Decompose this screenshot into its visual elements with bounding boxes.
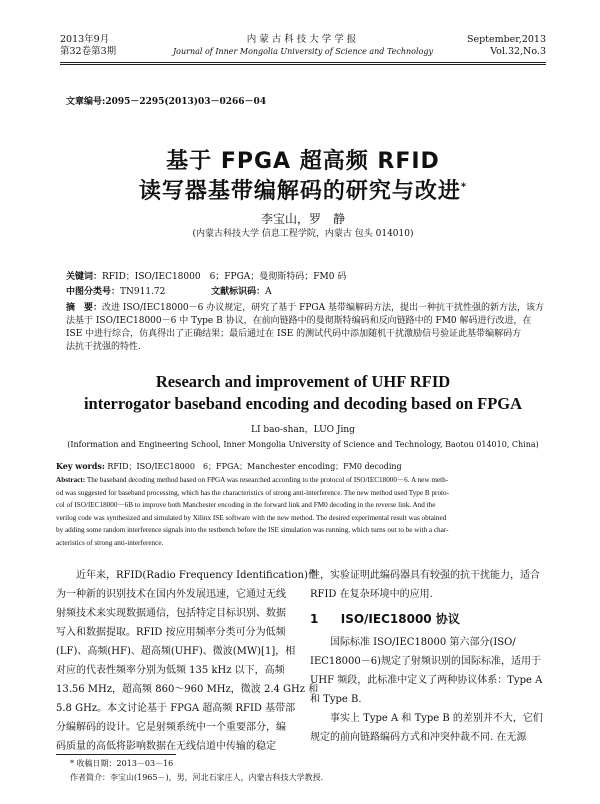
doc-code-label: 文献标识码： [211,287,266,297]
keywords-cn [66,271,546,284]
clc-value: TN911.72 [120,287,166,297]
doc-code-value: A [265,287,272,297]
footnote-mark: * [70,759,74,768]
body-line: 写入和数据提取。RFID 按应用频率分类可分为低频 [56,627,286,638]
body-left-column [56,566,319,756]
body-line: 和 Type B. [310,694,362,705]
abstract-cn-line: ISE 中进行综合，仿真得出了正确结果；最后通过在 ISE 的测试代码中添加随机干扰激励信号验证此基带编解码方 [66,329,522,339]
section-heading [310,610,546,629]
footnote-received [70,758,173,771]
authors-en: LI bao-shan，LUO Jing [251,425,355,435]
article-number: 文章编号:2095－2295(2013)03－0266－04 [66,97,267,107]
body-line: 射频技术来实现数据通信，包括特定目标识别、数据 [56,608,286,619]
body-line: 事实上 Type A 和 Type B 的差别并不大，它们 [330,713,543,724]
affiliation-cn: (内蒙古科技大学 信息工程学院，内蒙古 包头 014010) [192,229,414,239]
body-line: (LF)、高频(HF)、超高频(UHF)、微波(MW)[1]，相 [56,646,296,657]
body-line: 码质量的高低将影响数据在无线信道中传输的稳定 [56,741,276,752]
header-journal-cn: 内蒙古科技大学学报 [246,34,360,45]
keywords-en-text: RFID；ISO/IEC18000 6；FPGA；Manchester encoding；FM0 decoding [107,462,402,471]
affiliation-en: (Information and Engineering School, Inner Mongolia University of Science and Technology, Baotou 014010, China) [67,440,539,449]
body-line: 近年来，RFID(Radio Frequency Identification)作 [76,570,318,581]
body-line: 5.8 GHz。本文讨论基于 FPGA 超高频 RFID 基带部 [56,703,296,714]
title-en-line2: interrogator baseband encoding and decoding based on FPGA [83,394,523,413]
keywords-cn-text: RFID；ISO/IEC18000 6；FPGA；曼彻斯特码；FM0 码 [102,272,347,282]
section-title: ISO/IEC18000 协议 [340,612,460,626]
body-line: 规定的前向链路编码方式和冲突仲裁不同. 在无源 [310,732,527,743]
authors-cn: 李宝山，罗 静 [260,212,345,226]
abstract-en-label: Abstract: [56,476,86,484]
body-line: 为一种新的识别技术在国内外发展迅速，它通过无线 [56,589,286,600]
section-number: 1 [310,612,319,626]
clc-label: 中图分类号： [66,287,121,297]
abstract-en-line: verilog code was synthesized and simulated by Xilinx ISE software with the new method. The desired experimental result was obtained [56,513,447,522]
header-rule-1 [60,62,546,63]
abstract-cn-line: 改进 ISO/IEC18000－6 办议规定，研究了基于 FPGA 基带编解码方法，提出一种抗干扰性强的新方法，该方 [102,303,544,313]
header-volume-en: Vol.32,No.3 [490,46,546,57]
abstract-cn-line: 法基于 ISO/IEC18000－6 中 Type B 协议，在前向链路中的曼彻斯特编码和反向链路中的 FM0 解码进行改进，在 [66,316,532,326]
abstract-en-line: acteristics of strong anti-interference. [56,538,164,547]
body-line: IEC18000－6)规定了射频识别的国际标准，适用于 [310,656,541,667]
title-en-line1: Research and improvement of UHF RFID [155,372,451,391]
body-line: RFID 在复杂环境中的应用. [310,589,433,600]
body-line: 分编解码的设计。它是射频系统中一个重要部分，编 [56,722,286,733]
footnote-author: 作者简介：李宝山(1965－)，男，河北石家庄人，内蒙古科技大学教授. [70,773,324,782]
title-cn-line2-text: 读写器基带编解码的研究与改进 [138,179,461,204]
footnote-received-text: 收稿日期：2013－03－16 [76,759,174,768]
abstract-en-line: od was suggested for baseband processing, which has the characteristics of strong anti-interference. The new method used Type B proto- [56,488,450,497]
header-rule-2 [60,64,546,65]
classification-line [66,286,546,299]
abstract-en-line: by adding some random interference signals into the testbench before the ISE simulation was running, which turns out to be with a char- [56,526,449,534]
body-line: 13.56 MHz，超高频 860～960 MHz，微波 2.4 GHz 和 [56,684,319,695]
header-volume-cn: 第32卷第3期 [60,46,117,57]
abstract-cn [66,302,546,354]
footnote-rule [56,754,176,755]
title-cn-line1: 基于 FPGA 超高频 RFID [166,149,440,174]
abstract-en [56,474,550,549]
body-line: 国际标准 ISO/IEC18000 第六部分(ISO/ [330,637,516,648]
abstract-en-line: The baseband decoding method based on FPGA was researched according to the protocol of ISO/IEC18000－6. A new meth- [86,476,449,484]
header-date-cn: 2013年9月 [60,34,110,45]
abstract-cn-line: 法抗干扰强的特性. [66,342,141,352]
keywords-cn-label: 关键词： [66,272,103,282]
keywords-en-label: Key words: [56,461,105,471]
header-left [60,34,116,58]
title-cn-line2 [60,174,546,205]
body-line: UHF 频段，此标准中定义了两种协议体系：Type A [310,675,543,686]
header-right [446,34,546,58]
body-line: 对应的代表性频率分别为低频 135 kHz 以下，高频 [56,665,285,676]
abstract-cn-label: 摘 要： [66,303,103,313]
body-line: 性，实验证明此编码器具有较强的抗干扰能力，适合 [310,570,540,581]
header-journal-en: Journal of Inner Mongolia University of Science and Technology [172,47,434,56]
title-footnote-mark: * [460,181,468,193]
header-center [160,34,446,58]
keywords-en [56,460,550,474]
body-right-column [310,566,546,747]
header-date-en: September,2013 [466,34,546,45]
abstract-en-line: col of ISO/IEC18000－6B to improve both Manchester encoding in the forward link and FM0 decoding in the reverse link. And the [56,501,436,509]
